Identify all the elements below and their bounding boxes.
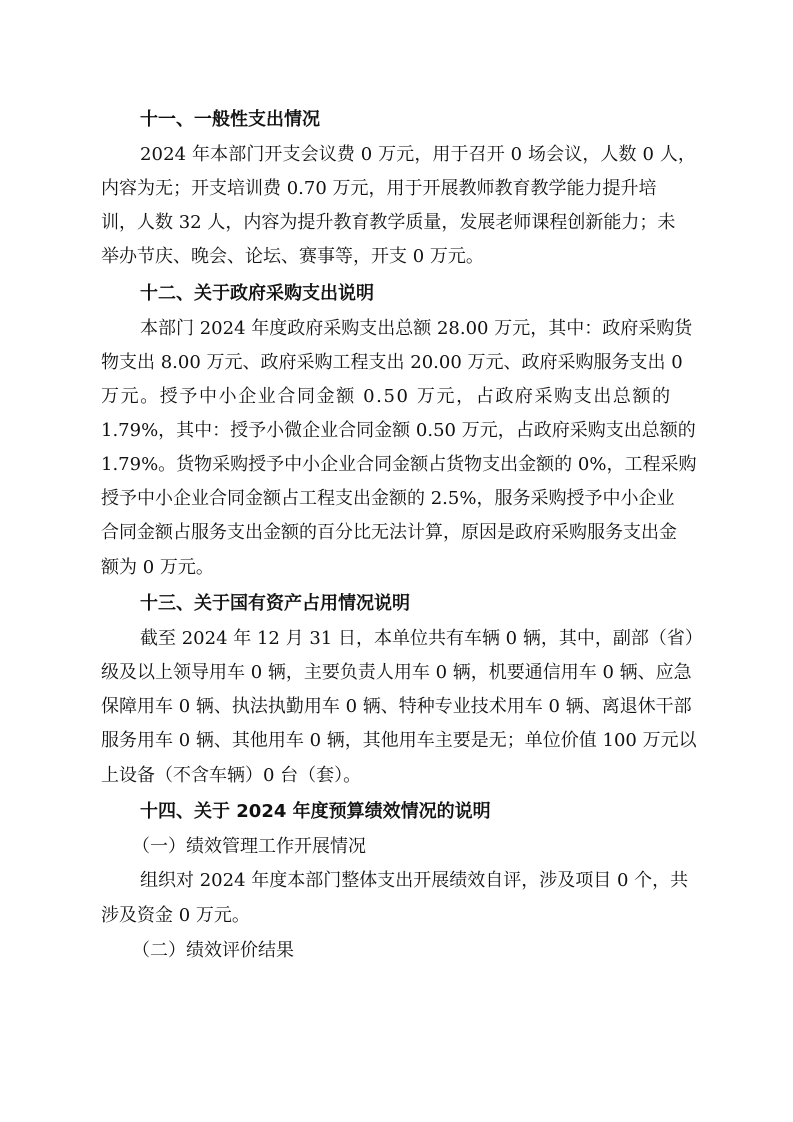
paragraph-line: 举办节庆、晚会、论坛、赛事等，开支 0 万元。 — [101, 246, 484, 267]
paragraph-line: 内容为无；开支培训费 0.70 万元，用于开展教师教育教学能力提升培 — [101, 178, 657, 199]
subheading-performance-results: （二）绩效评价结果 — [132, 940, 294, 961]
paragraph-line: 2024 年本部门开支会议费 0 万元，用于召开 0 场会议，人数 0 人， — [140, 144, 697, 165]
paragraph-line: 截至 2024 年 12 月 31 日，本单位共有车辆 0 辆，其中，副部（省） — [140, 628, 703, 649]
subheading-performance-management: （一）绩效管理工作开展情况 — [132, 836, 366, 857]
section-heading-state-assets: 十三、关于国有资产占用情况说明 — [140, 593, 410, 614]
section-heading-budget-performance: 十四、关于 2024 年度预算绩效情况的说明 — [140, 801, 491, 822]
paragraph-line: 1.79%，其中：授予小微企业合同金额 0.50 万元，占政府采购支出总额的 — [101, 420, 696, 441]
paragraph-line: 训，人数 32 人，内容为提升教育教学质量，发展老师课程创新能力；未 — [101, 212, 676, 233]
section-heading-government-procurement: 十二、关于政府采购支出说明 — [140, 283, 374, 304]
paragraph-line: 本部门 2024 年度政府采购支出总额 28.00 万元，其中：政府采购货 — [140, 318, 693, 339]
paragraph-line: 服务用车 0 辆、其他用车 0 辆，其他用车主要是无；单位价值 100 万元以 — [101, 730, 697, 751]
paragraph-line: 合同金额占服务支出金额的百分比无法计算，原因是政府采购服务支出金 — [101, 522, 677, 543]
paragraph-line: 物支出 8.00 万元、政府采购工程支出 20.00 万元、政府采购服务支出 0 — [101, 352, 683, 373]
paragraph-line: 保障用车 0 辆、执法执勤用车 0 辆、特种专业技术用车 0 辆、离退休干部 — [101, 696, 692, 717]
paragraph-line: 级及以上领导用车 0 辆，主要负责人用车 0 辆，机要通信用车 0 辆、应急 — [101, 662, 692, 683]
paragraph-line: 授予中小企业合同金额占工程支出金额的 2.5%，服务采购授予中小企业 — [101, 488, 675, 509]
paragraph-line: 额为 0 万元。 — [101, 557, 214, 578]
paragraph-line: 上设备（不含车辆）0 台（套）。 — [101, 765, 362, 786]
paragraph-line: 1.79%。货物采购授予中小企业合同金额占货物支出金额的 0%，工程采购 — [101, 454, 697, 475]
paragraph-line: 涉及资金 0 万元。 — [101, 905, 250, 926]
section-heading-general-expenditure: 十一、一般性支出情况 — [140, 109, 320, 130]
paragraph-line: 万元。授予中小企业合同金额 0.50 万元，占政府采购支出总额的 — [101, 386, 672, 407]
paragraph-line: 组织对 2024 年度本部门整体支出开展绩效自评，涉及项目 0 个，共 — [140, 870, 689, 891]
